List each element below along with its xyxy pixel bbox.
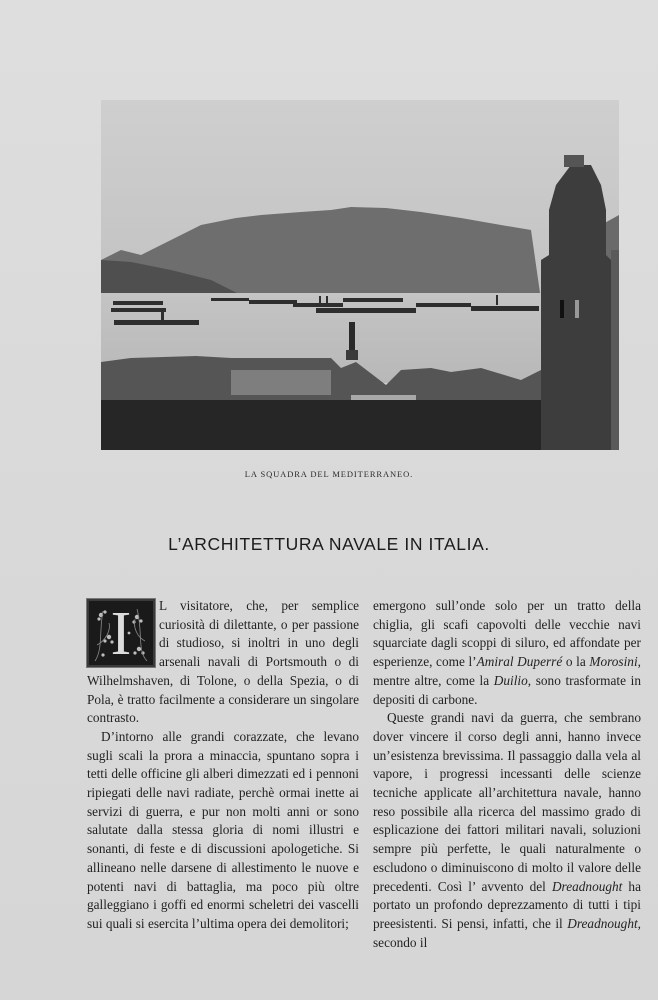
tower-window: [575, 300, 579, 318]
text-run: , secondo il: [373, 915, 641, 950]
text-run: emergono sull’onde solo per un tratto della chiglia, gli scafi capovolti delle vecchie navi squarciate dagli scoppi di siluro, ed affondate per esperienze, come l’: [373, 598, 641, 670]
ornamental-dropcap: [87, 599, 155, 667]
harbor-photograph: [101, 100, 619, 450]
paragraph: [373, 597, 641, 709]
ship-name: Dreadnought: [551, 878, 623, 894]
right-strip: [611, 250, 619, 450]
paragraph: D’intorno alle grandi corazzate, che levano sugli scali la prora a minaccia, spuntano sopra i tetti delle officine gli alberi dimezzati ed i pennoni ripiegati delle navi radiate, perchè ormai inette ai servizi di guerra, e pur non molti anni or sono salutate dalla stessa gloria di nomi illustri e sonanti, di feste e di discussioni apologetiche. Si allineano nelle darsene di allestimento le nuove e potenti navi di battaglia, ma poco più oltre galleggiano i goffi ed enormi scheletri dei vascelli sui quali si esercita l’ultima opera dei demolitori;: [87, 728, 359, 931]
left-column: [87, 597, 359, 934]
ship-name: Duilio: [493, 672, 528, 688]
wall-light: [231, 370, 331, 395]
right-column: [373, 597, 641, 952]
text-run: Queste grandi navi da guerra, che sembrano dover vincere il corso degli anni, hanno invece un’esistenza brevissima. Il passaggio dalla vela al vapore, i progressi incessanti delle scienze tecniche applicate all’architettura navale, hanno reso possibile alla ricerca del massimo grado di esplicazione dei fattori militari navali, soluzioni sempre più perfette, le quali naturalmente o escludono o diminuiscono di molto il valore delle precedenti. Così l’ avvento del: [373, 710, 641, 894]
photo-illustration: [101, 100, 619, 450]
text-run: , sono trasformate in depositi di carbone.: [373, 672, 641, 707]
text-run: , mentre altre, come la: [373, 654, 641, 688]
tower-window: [560, 300, 564, 318]
statue: [349, 322, 355, 350]
foreground-trees: [101, 400, 541, 450]
tower-crown: [564, 155, 584, 167]
article-title: L’ARCHITETTURA NAVALE IN ITALIA.: [168, 534, 490, 554]
paragraph-text: L visitatore, che, per semplice curiosità di dilettante, o per passione di studioso, si inoltri in uno degli arsenali navali di Portsmouth o di Wilhelmshaven, di Tolone, o della Spezia, o di Pola, è tratto facilmente a considerare un singolare contrasto.: [87, 598, 359, 726]
ship-name: Dreadnought: [567, 915, 638, 931]
paragraph: [373, 709, 641, 952]
text-run: o la: [562, 654, 590, 670]
paragraph: [87, 597, 359, 728]
statue-base: [346, 350, 358, 360]
dropcap-letter: I: [110, 600, 132, 667]
ship-name: Amiral Duperré: [476, 654, 563, 670]
photo-caption: LA SQUADRA DEL MEDITERRANEO.: [244, 469, 414, 479]
text-run: ha portato un profondo deprezzamento di tutti i tipi preesistenti. Si pensi, infatti, che il: [373, 878, 641, 931]
ship-name: Morosini: [589, 654, 638, 670]
